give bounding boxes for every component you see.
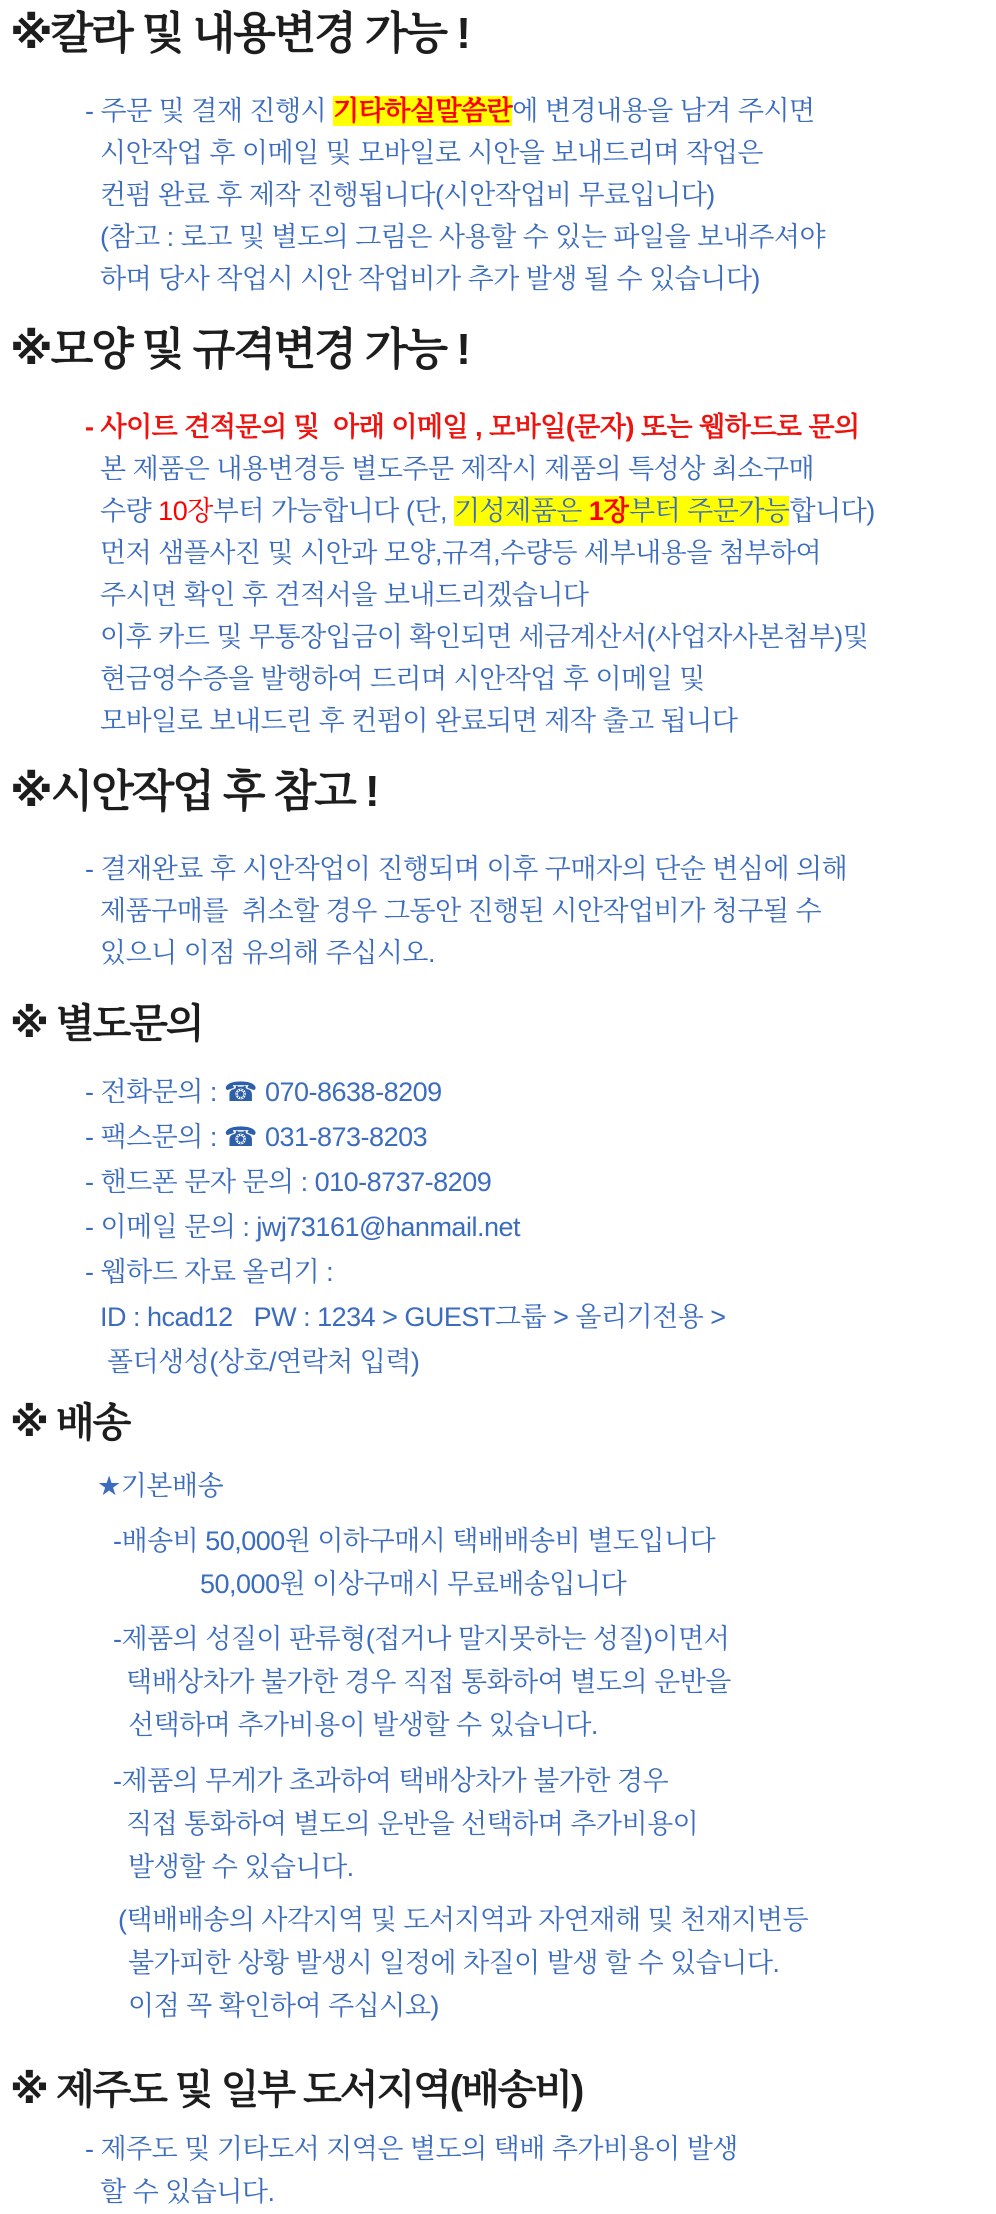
section-draft-notice: [0, 766, 996, 974]
text-line: 불가피한 상황 발생시 일정에 차질이 발생 할 수 있습니다.: [128, 1948, 780, 1978]
basic-shipping-label: 기본배송: [120, 1471, 224, 1501]
text-line: (택배배송의 사각지역 및 도서지역과 자연재해 및 천재지변등: [118, 1905, 809, 1935]
text-line: 발생할 수 있습니다.: [128, 1852, 354, 1882]
text: 부터 가능합니다 (단,: [212, 496, 454, 526]
phone-number: 070-8638-8209: [264, 1077, 442, 1107]
text: 합니다): [789, 496, 875, 526]
text-line: 할 수 있습니다.: [100, 2177, 275, 2207]
webhard-upload-line: - 웹하드 자료 올리기 :: [85, 1257, 334, 1287]
section-heading-contact: ※ 별도문의: [10, 1002, 203, 1046]
text-line: 하며 당사 작업시 시안 작업비가 추가 발생 될 수 있습니다): [100, 264, 760, 294]
text-line: 직접 통화하여 별도의 운반을 선택하며 추가비용이: [126, 1809, 699, 1839]
webhard-folder-line: 폴더생성(상호/연락처 입력): [107, 1347, 420, 1377]
text: 에 변경내용을 남겨 주시면: [512, 96, 815, 126]
phone-label: - 전화문의 :: [85, 1077, 224, 1107]
section-contact: [0, 1000, 996, 1385]
text-line: 선택하며 추가비용이 발생할 수 있습니다.: [128, 1710, 598, 1740]
shipping-fee-line: -배송비 50,000원 이하구매시 택배배송비 별도입니다: [113, 1526, 716, 1556]
text-line: 있으니 이점 유의해 주십시오.: [100, 938, 435, 968]
section-heading-draft-notice: ※시안작업 후 참고 !: [10, 767, 378, 816]
min-qty-text: 10장: [158, 496, 213, 526]
text-line: 현금영수증을 발행하여 드리며 시안작업 후 이메일 및: [100, 664, 705, 694]
text: - 주문 및 결재 진행시: [85, 96, 334, 126]
text-line: 이후 카드 및 무통장입금이 확인되면 세금계산서(사업자사본첨부)및: [100, 622, 869, 652]
text-line: 모바일로 보내드린 후 컨펌이 완료되면 제작 출고 됩니다: [100, 706, 738, 736]
fax-label: - 팩스문의 :: [85, 1122, 224, 1152]
phone-icon: ☎: [223, 1122, 257, 1152]
text-line: (참고 : 로고 및 별도의 그림은 사용할 수 있는 파일을 보내주셔야: [100, 222, 826, 252]
text-line: [0, 490, 996, 532]
text-line: 택배상차가 불가한 경우 직접 통화하여 별도의 운반을: [126, 1667, 731, 1697]
basic-shipping-title: [0, 1465, 996, 1508]
text: 수량: [100, 496, 159, 526]
highlighted-qty-text: 1장: [588, 496, 629, 526]
phone-icon: ☎: [223, 1077, 257, 1107]
text-line: -제품의 무게가 초과하여 택배상차가 불가한 경우: [113, 1766, 669, 1796]
text-line: 제품구매를 취소할 경우 그동안 진행된 시안작업비가 청구될 수: [100, 896, 822, 926]
section-heading-shape-spec: ※모양 및 규격변경 가능 !: [10, 325, 469, 374]
text-line: 시안작업 후 이메일 및 모바일로 시안을 보내드리며 작업은: [100, 138, 763, 168]
text-line: [0, 90, 996, 132]
email-inquiry-line: - 이메일 문의 : jwj73161@hanmail.net: [85, 1212, 520, 1242]
highlighted-memo-field-text: 기타하실말씀란: [333, 96, 513, 126]
fax-inquiry-line: [0, 1115, 996, 1160]
text-line: 이점 꼭 확인하여 주십시요): [128, 1991, 439, 2021]
text-line: - 제주도 및 기타도서 지역은 별도의 택배 추가비용이 발생: [85, 2134, 738, 2164]
text-line: 먼저 샘플사진 및 시안과 모양,규격,수량등 세부내용을 첨부하여: [100, 538, 822, 568]
text-line: 본 제품은 내용변경등 별도주문 제작시 제품의 특성상 최소구매: [100, 454, 815, 484]
text-line: 컨펌 완료 후 제작 진행됩니다(시안작업비 무료입니다): [100, 180, 715, 210]
fax-number: 031-873-8203: [264, 1122, 428, 1152]
section-shape-spec-change: [0, 324, 996, 742]
star-icon: ★: [97, 1471, 121, 1501]
webhard-credentials-line: ID : hcad12 PW : 1234 > GUEST그룹 > 올리기전용 >: [100, 1302, 726, 1332]
highlighted-text: 부터 주문가능: [628, 496, 790, 526]
mobile-inquiry-line: - 핸드폰 문자 문의 : 010-8737-8209: [85, 1167, 492, 1197]
section-color-content-change: [0, 8, 996, 300]
section-heading-color-change: ※칼라 및 내용변경 가능 !: [10, 9, 469, 58]
section-heading-jeju: ※ 제주도 및 일부 도서지역(배송비): [10, 2068, 583, 2112]
highlighted-text: 기성제품은: [453, 496, 589, 526]
text-line: -제품의 성질이 판류형(접거나 말지못하는 성질)이면서: [113, 1624, 730, 1654]
text-line: 주시면 확인 후 견적서을 보내드리겠습니다: [100, 580, 589, 610]
inquiry-channels-line: - 사이트 견적문의 및 아래 이메일 , 모바일(문자) 또는 웹하드로 문의: [85, 412, 860, 442]
free-shipping-line: 50,000원 이상구매시 무료배송입니다: [200, 1569, 627, 1599]
section-jeju-island-shipping: [0, 2066, 996, 2214]
section-shipping: [0, 1399, 996, 2028]
text-line: - 결재완료 후 시안작업이 진행되며 이후 구매자의 단순 변심에 의해: [85, 854, 848, 884]
phone-inquiry-line: [0, 1070, 996, 1115]
section-heading-shipping: ※ 배송: [10, 1401, 130, 1445]
